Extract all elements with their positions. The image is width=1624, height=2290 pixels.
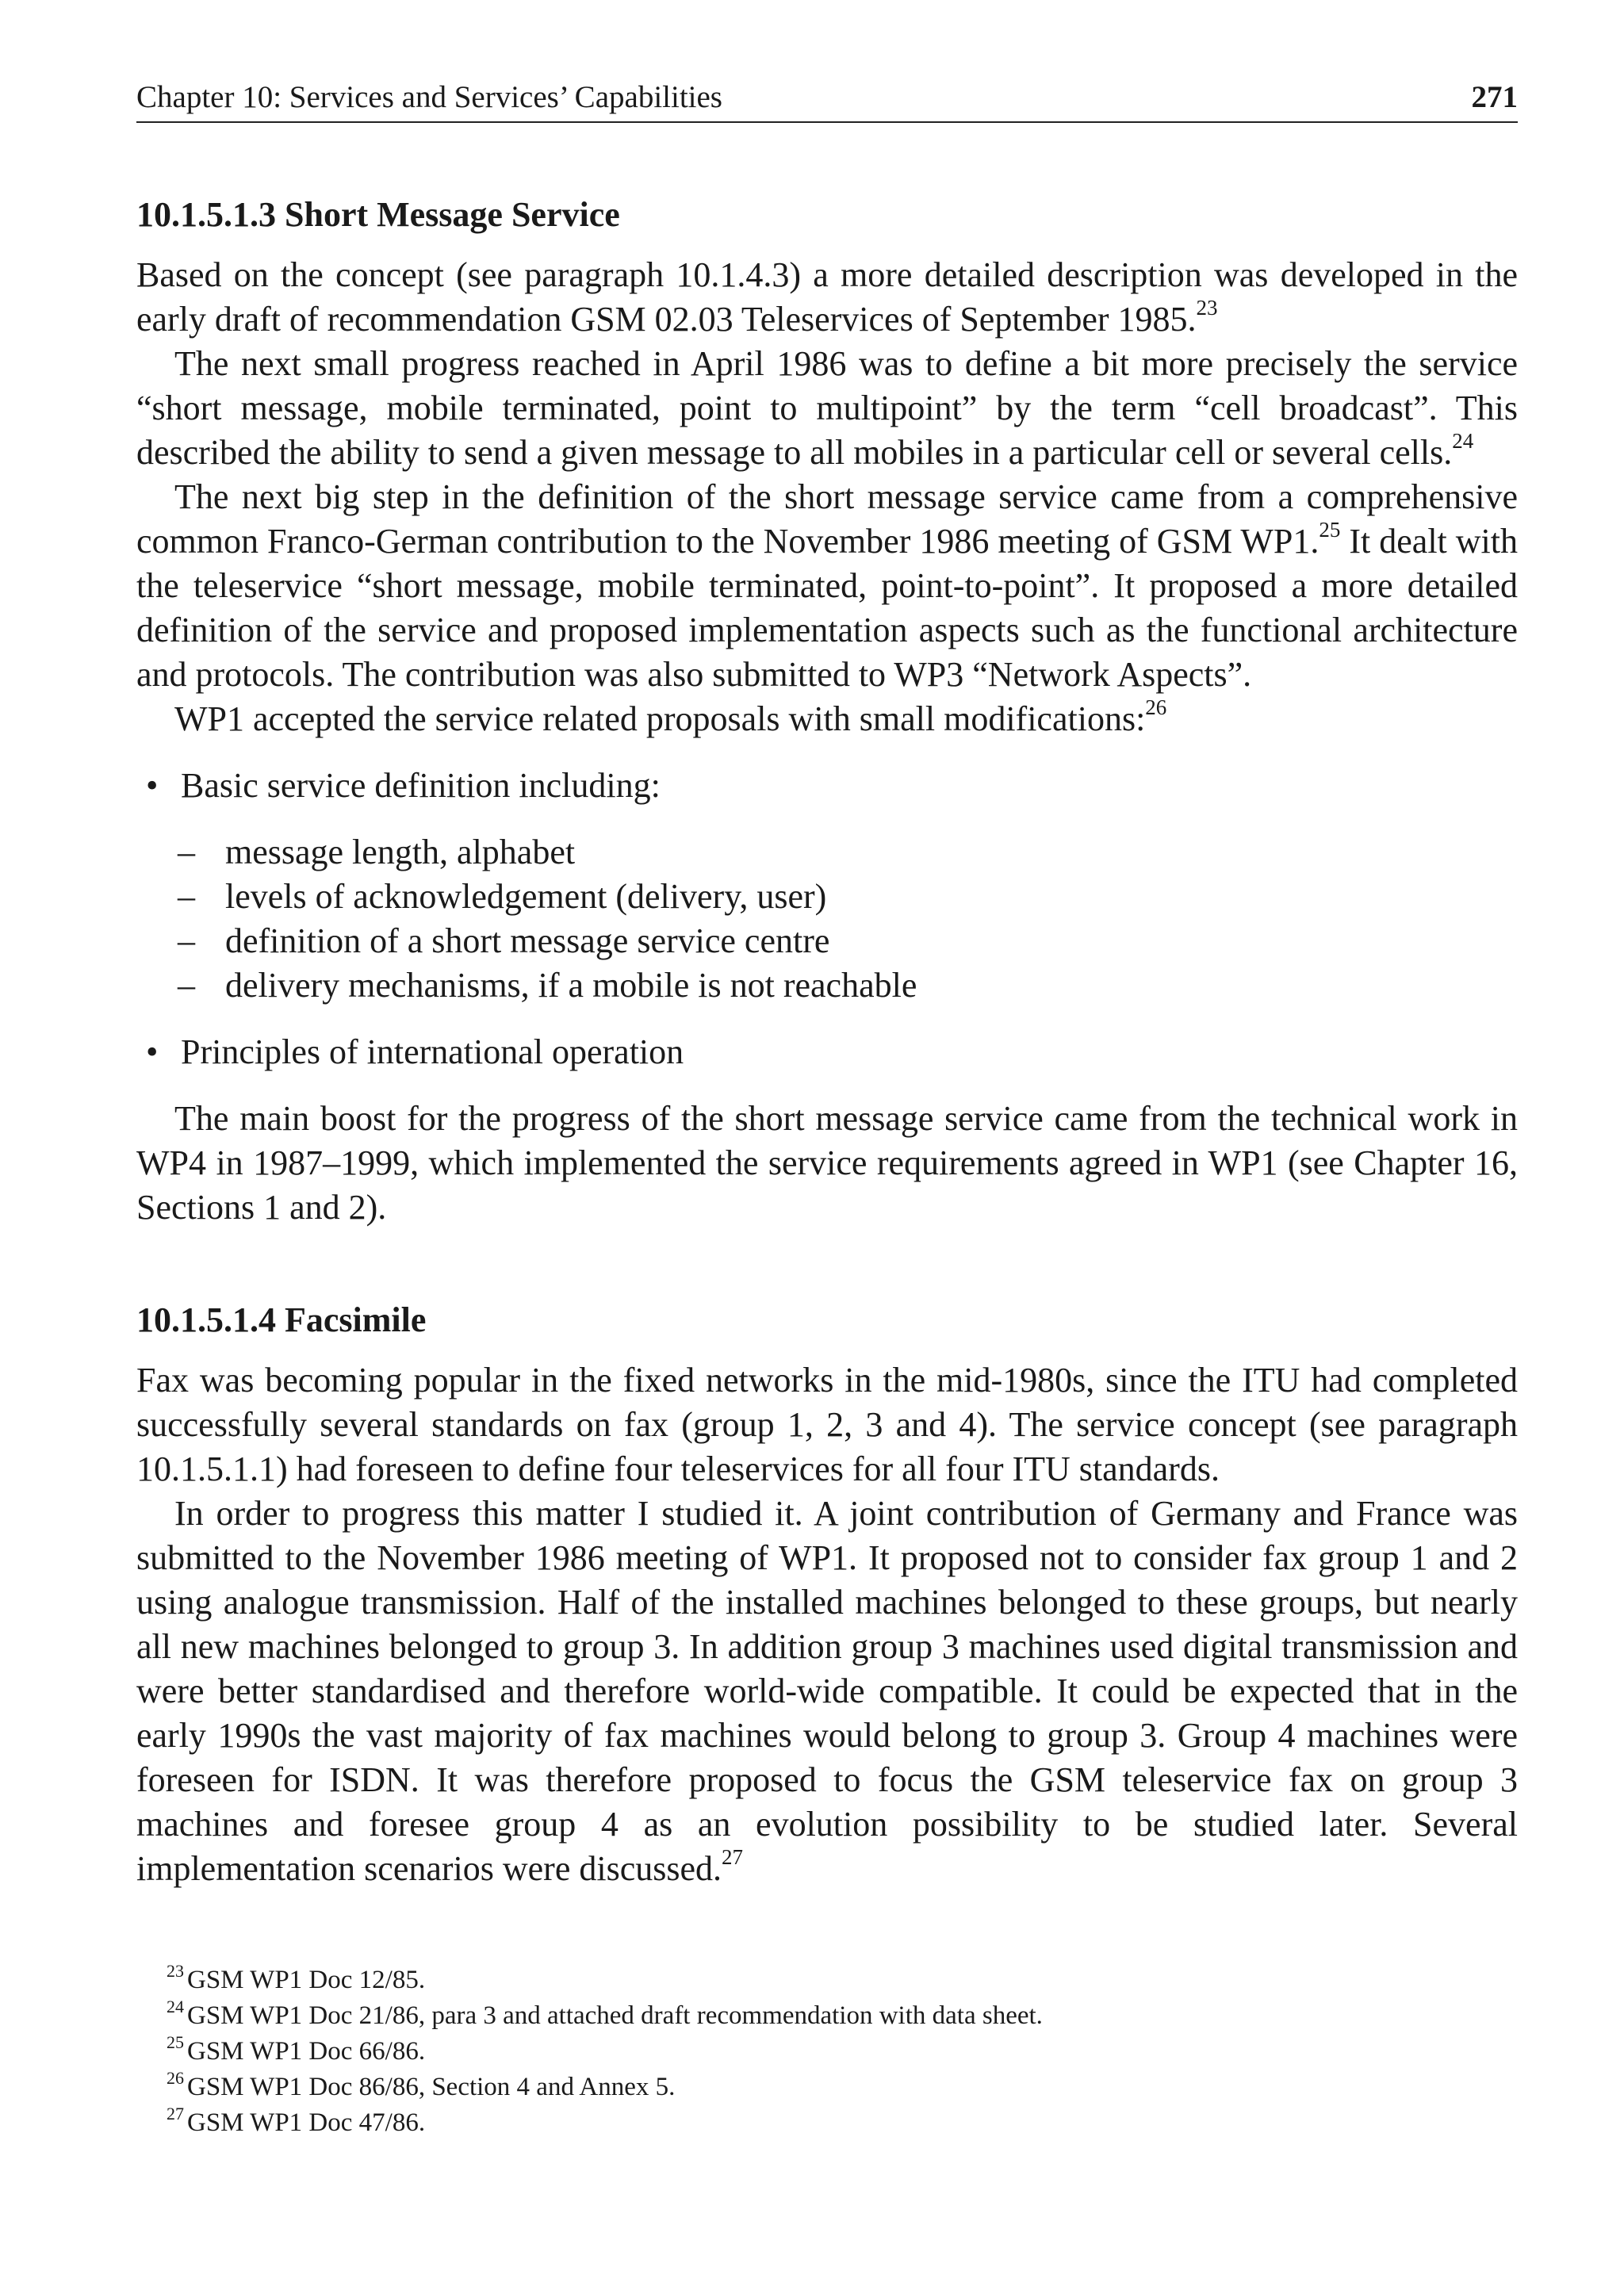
- footnote: [167, 2105, 1518, 2141]
- dash-icon: –: [178, 877, 195, 916]
- list-item-text: Basic service definition including:: [181, 766, 661, 805]
- running-header: [136, 79, 1518, 123]
- paragraph: [136, 1492, 1518, 1891]
- dash-list: [178, 830, 1518, 1008]
- footnote-ref: 25: [1319, 518, 1341, 542]
- footnote-number: 26: [167, 2068, 184, 2088]
- paragraph-text: Based on the concept (see paragraph 10.1.4.3) a more detailed description was developed in the early draft of recommendation GSM 02.03 Teleservices of September 1985.: [136, 255, 1518, 339]
- footnote-text: GSM WP1 Doc 66/86.: [187, 2037, 426, 2066]
- footnote: [167, 1998, 1518, 2034]
- paragraph: [136, 342, 1518, 475]
- dash-icon: –: [178, 833, 195, 871]
- list-item: [136, 875, 1518, 919]
- bullet-icon: •: [146, 766, 159, 805]
- list-item-text: definition of a short message service centre: [225, 921, 830, 960]
- paragraph-text: It dealt with the teleservice “short message, mobile terminated, point-to-point”. It proposed a more detailed definition of the service and proposed implementation aspects such as the functional architecture and protocols. The contribution was also submitted to WP3 “Network Aspects”.: [136, 522, 1518, 694]
- footnote-text: GSM WP1 Doc 21/86, para 3 and attached draft recommendation with data sheet.: [187, 2001, 1043, 2030]
- paragraph-text: In order to progress this matter I studied it. A joint contribution of Germany and France was submitted to the November 1986 meeting of WP1. It proposed not to consider fax group 1 and 2 using analogue transmission. Half of the installed machines belonged to these groups, but nearly all new machines belonged to group 3. In addition group 3 machines used digital transmission and were better standardised and therefore world-wide compatible. It could be expected that in the early 1990s the vast majority of fax machines would belong to group 3. Group 4 machines were foreseen for ISDN. It was therefore proposed to focus the GSM teleservice fax on group 3 machines and foresee group 4 as an evolution possibility to be studied later. Several implementation scenarios were discussed.: [136, 1494, 1518, 1888]
- paragraph: [136, 475, 1518, 697]
- paragraph: [136, 253, 1518, 342]
- list-item: [136, 764, 1518, 1008]
- list-item: [136, 1030, 1518, 1074]
- footnote-ref: 24: [1452, 429, 1474, 453]
- paragraph-text: WP1 accepted the service related proposals with small modifications:: [174, 699, 1146, 738]
- footnote-number: 25: [167, 2032, 184, 2052]
- footnote-number: 23: [167, 1961, 184, 1981]
- footnote: [167, 2070, 1518, 2105]
- footnote-ref: 27: [722, 1845, 744, 1869]
- chapter-title: Chapter 10: Services and Services’ Capabilities: [136, 80, 722, 114]
- list-item-text: levels of acknowledgement (delivery, user): [225, 877, 827, 916]
- page-number: 271: [1471, 80, 1518, 114]
- paragraph: [136, 697, 1518, 741]
- list-item: [136, 963, 1518, 1008]
- footnote-ref: 23: [1196, 296, 1218, 320]
- list-item-text: delivery mechanisms, if a mobile is not reachable: [225, 966, 917, 1005]
- list-item: [136, 919, 1518, 963]
- list-item: [136, 830, 1518, 875]
- list-item-text: Principles of international operation: [181, 1032, 684, 1071]
- bullet-list: [136, 764, 1518, 1074]
- list-item-text: message length, alphabet: [225, 833, 576, 871]
- footnote-text: GSM WP1 Doc 47/86.: [187, 2108, 426, 2137]
- footnote: [167, 2034, 1518, 2070]
- paragraph: Fax was becoming popular in the fixed networks in the mid-1980s, since the ITU had completed successfully several standards on fax (group 1, 2, 3 and 4). The service concept (see paragraph 10.1.5.1.1) had foreseen to define four teleservices for all four ITU standards.: [136, 1361, 1518, 1488]
- footnotes: [136, 1963, 1518, 2141]
- section-heading-facsimile: 10.1.5.1.4 Facsimile: [136, 1300, 427, 1339]
- footnote-ref: 26: [1145, 695, 1167, 719]
- paragraph: The main boost for the progress of the short message service came from the technical work in WP4 in 1987–1999, which implemented the service requirements agreed in WP1 (see Chapter 16, Sections 1 and 2).: [136, 1099, 1518, 1227]
- footnote-text: GSM WP1 Doc 12/85.: [187, 1966, 426, 1994]
- footnote-number: 24: [167, 1997, 184, 2016]
- footnote-text: GSM WP1 Doc 86/86, Section 4 and Annex 5.: [187, 2073, 676, 2101]
- paragraph-text: The next big step in the definition of the short message service came from a comprehensive common Franco-German contribution to the November 1986 meeting of GSM WP1.: [136, 477, 1518, 561]
- paragraph-text: The next small progress reached in April 1986 was to define a bit more precisely the service “short message, mobile terminated, point to multipoint” by the term “cell broadcast”. This described the ability to send a given message to all mobiles in a particular cell or several cells.: [136, 344, 1518, 472]
- footnote-number: 27: [167, 2104, 184, 2123]
- section-heading-sms: 10.1.5.1.3 Short Message Service: [136, 195, 620, 234]
- page: [136, 79, 1518, 2141]
- dash-icon: –: [178, 921, 195, 960]
- footnote: [167, 1963, 1518, 1998]
- bullet-icon: •: [146, 1032, 159, 1071]
- dash-icon: –: [178, 966, 195, 1005]
